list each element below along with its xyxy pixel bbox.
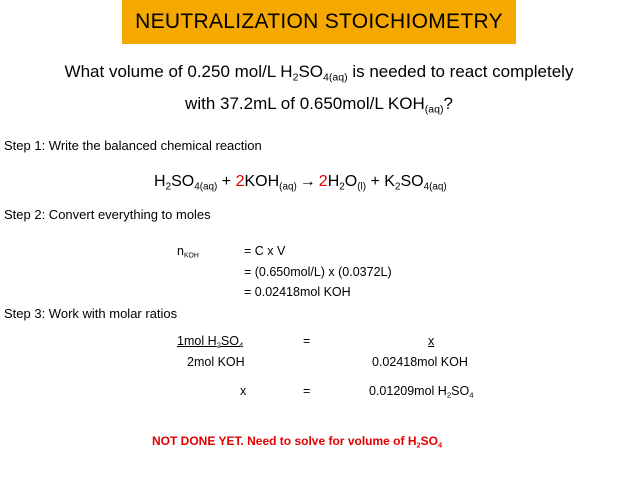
result-subscript: 4 bbox=[469, 390, 474, 400]
result-equals: = bbox=[303, 384, 311, 398]
slide-title: NEUTRALIZATION STOICHIOMETRY bbox=[135, 10, 503, 33]
ratio-subscript: 4 bbox=[238, 340, 244, 350]
n-symbol: n bbox=[177, 244, 184, 258]
calc-line-1: = C x V bbox=[244, 244, 286, 258]
ratio-right-numerator: x bbox=[428, 334, 435, 348]
question-text: SO bbox=[298, 62, 323, 81]
ratio-left-numerator bbox=[177, 334, 243, 348]
eq-plus: + bbox=[366, 173, 385, 190]
eq-coefficient: 2 bbox=[235, 173, 245, 190]
n-koh-symbol bbox=[177, 244, 199, 258]
question-text: What volume of 0.250 mol/L H bbox=[64, 62, 293, 81]
eq-subscript: (aq) bbox=[279, 181, 297, 193]
result-text: SO bbox=[451, 384, 470, 398]
ratio-subscript: 2 bbox=[216, 340, 221, 350]
title-bar bbox=[122, 0, 516, 44]
step-3-label: Step 3: Work with molar ratios bbox=[4, 306, 178, 321]
eq-subscript: 2 bbox=[394, 181, 401, 193]
result-value bbox=[369, 384, 474, 398]
eq-subscript: 4(aq) bbox=[194, 181, 218, 193]
eq-text: O bbox=[344, 173, 358, 190]
question-subscript: 2 bbox=[292, 71, 299, 84]
question-subscript: (aq) bbox=[424, 103, 444, 116]
ratio-equals: = bbox=[303, 334, 311, 348]
note-text: NOT DONE YET. Need to solve for volume of H bbox=[152, 434, 417, 448]
note-subscript: 2 bbox=[416, 440, 421, 450]
eq-coefficient: 2 bbox=[318, 173, 328, 190]
question-text: is needed to react completely bbox=[347, 62, 574, 81]
eq-text: SO bbox=[171, 173, 195, 190]
not-done-note bbox=[152, 434, 442, 448]
question-line-1 bbox=[0, 62, 638, 82]
ratio-right-denominator: 0.02418mol KOH bbox=[372, 355, 468, 369]
eq-text: KOH bbox=[244, 173, 280, 190]
eq-subscript: 4(aq) bbox=[423, 181, 447, 193]
calc-line-2: = (0.650mol/L) x (0.0372L) bbox=[244, 265, 392, 279]
n-subscript: KOH bbox=[183, 252, 199, 260]
eq-text: H bbox=[154, 173, 166, 190]
result-subscript: 2 bbox=[446, 390, 452, 400]
question-subscript: 4(aq) bbox=[323, 71, 348, 84]
step-2-label: Step 2: Convert everything to moles bbox=[4, 207, 211, 222]
result-x: x bbox=[240, 384, 247, 398]
reaction-arrow-icon: → bbox=[299, 173, 316, 190]
balanced-equation bbox=[154, 173, 447, 191]
ratio-text: 1mol H bbox=[177, 334, 217, 348]
eq-plus: + bbox=[217, 173, 236, 190]
eq-text: K bbox=[384, 173, 395, 190]
result-text: 0.01209mol H bbox=[369, 384, 447, 398]
step-1-label: Step 1: Write the balanced chemical reaction bbox=[4, 138, 262, 153]
note-subscript: 4 bbox=[437, 440, 443, 450]
question-line-2 bbox=[0, 94, 638, 114]
eq-text: H bbox=[327, 173, 340, 190]
question-text: ? bbox=[443, 94, 453, 113]
ratio-text: SO bbox=[220, 334, 239, 348]
ratio-left-denominator: 2mol KOH bbox=[187, 355, 245, 369]
question-text: with 37.2mL of 0.650mol/L KOH bbox=[185, 94, 425, 113]
eq-text: SO bbox=[400, 173, 424, 190]
calc-line-3: = 0.02418mol KOH bbox=[244, 285, 351, 299]
eq-subscript: (l) bbox=[357, 181, 367, 193]
eq-subscript: 2 bbox=[165, 181, 172, 193]
note-text: SO bbox=[420, 434, 438, 448]
eq-subscript: 2 bbox=[339, 181, 345, 193]
